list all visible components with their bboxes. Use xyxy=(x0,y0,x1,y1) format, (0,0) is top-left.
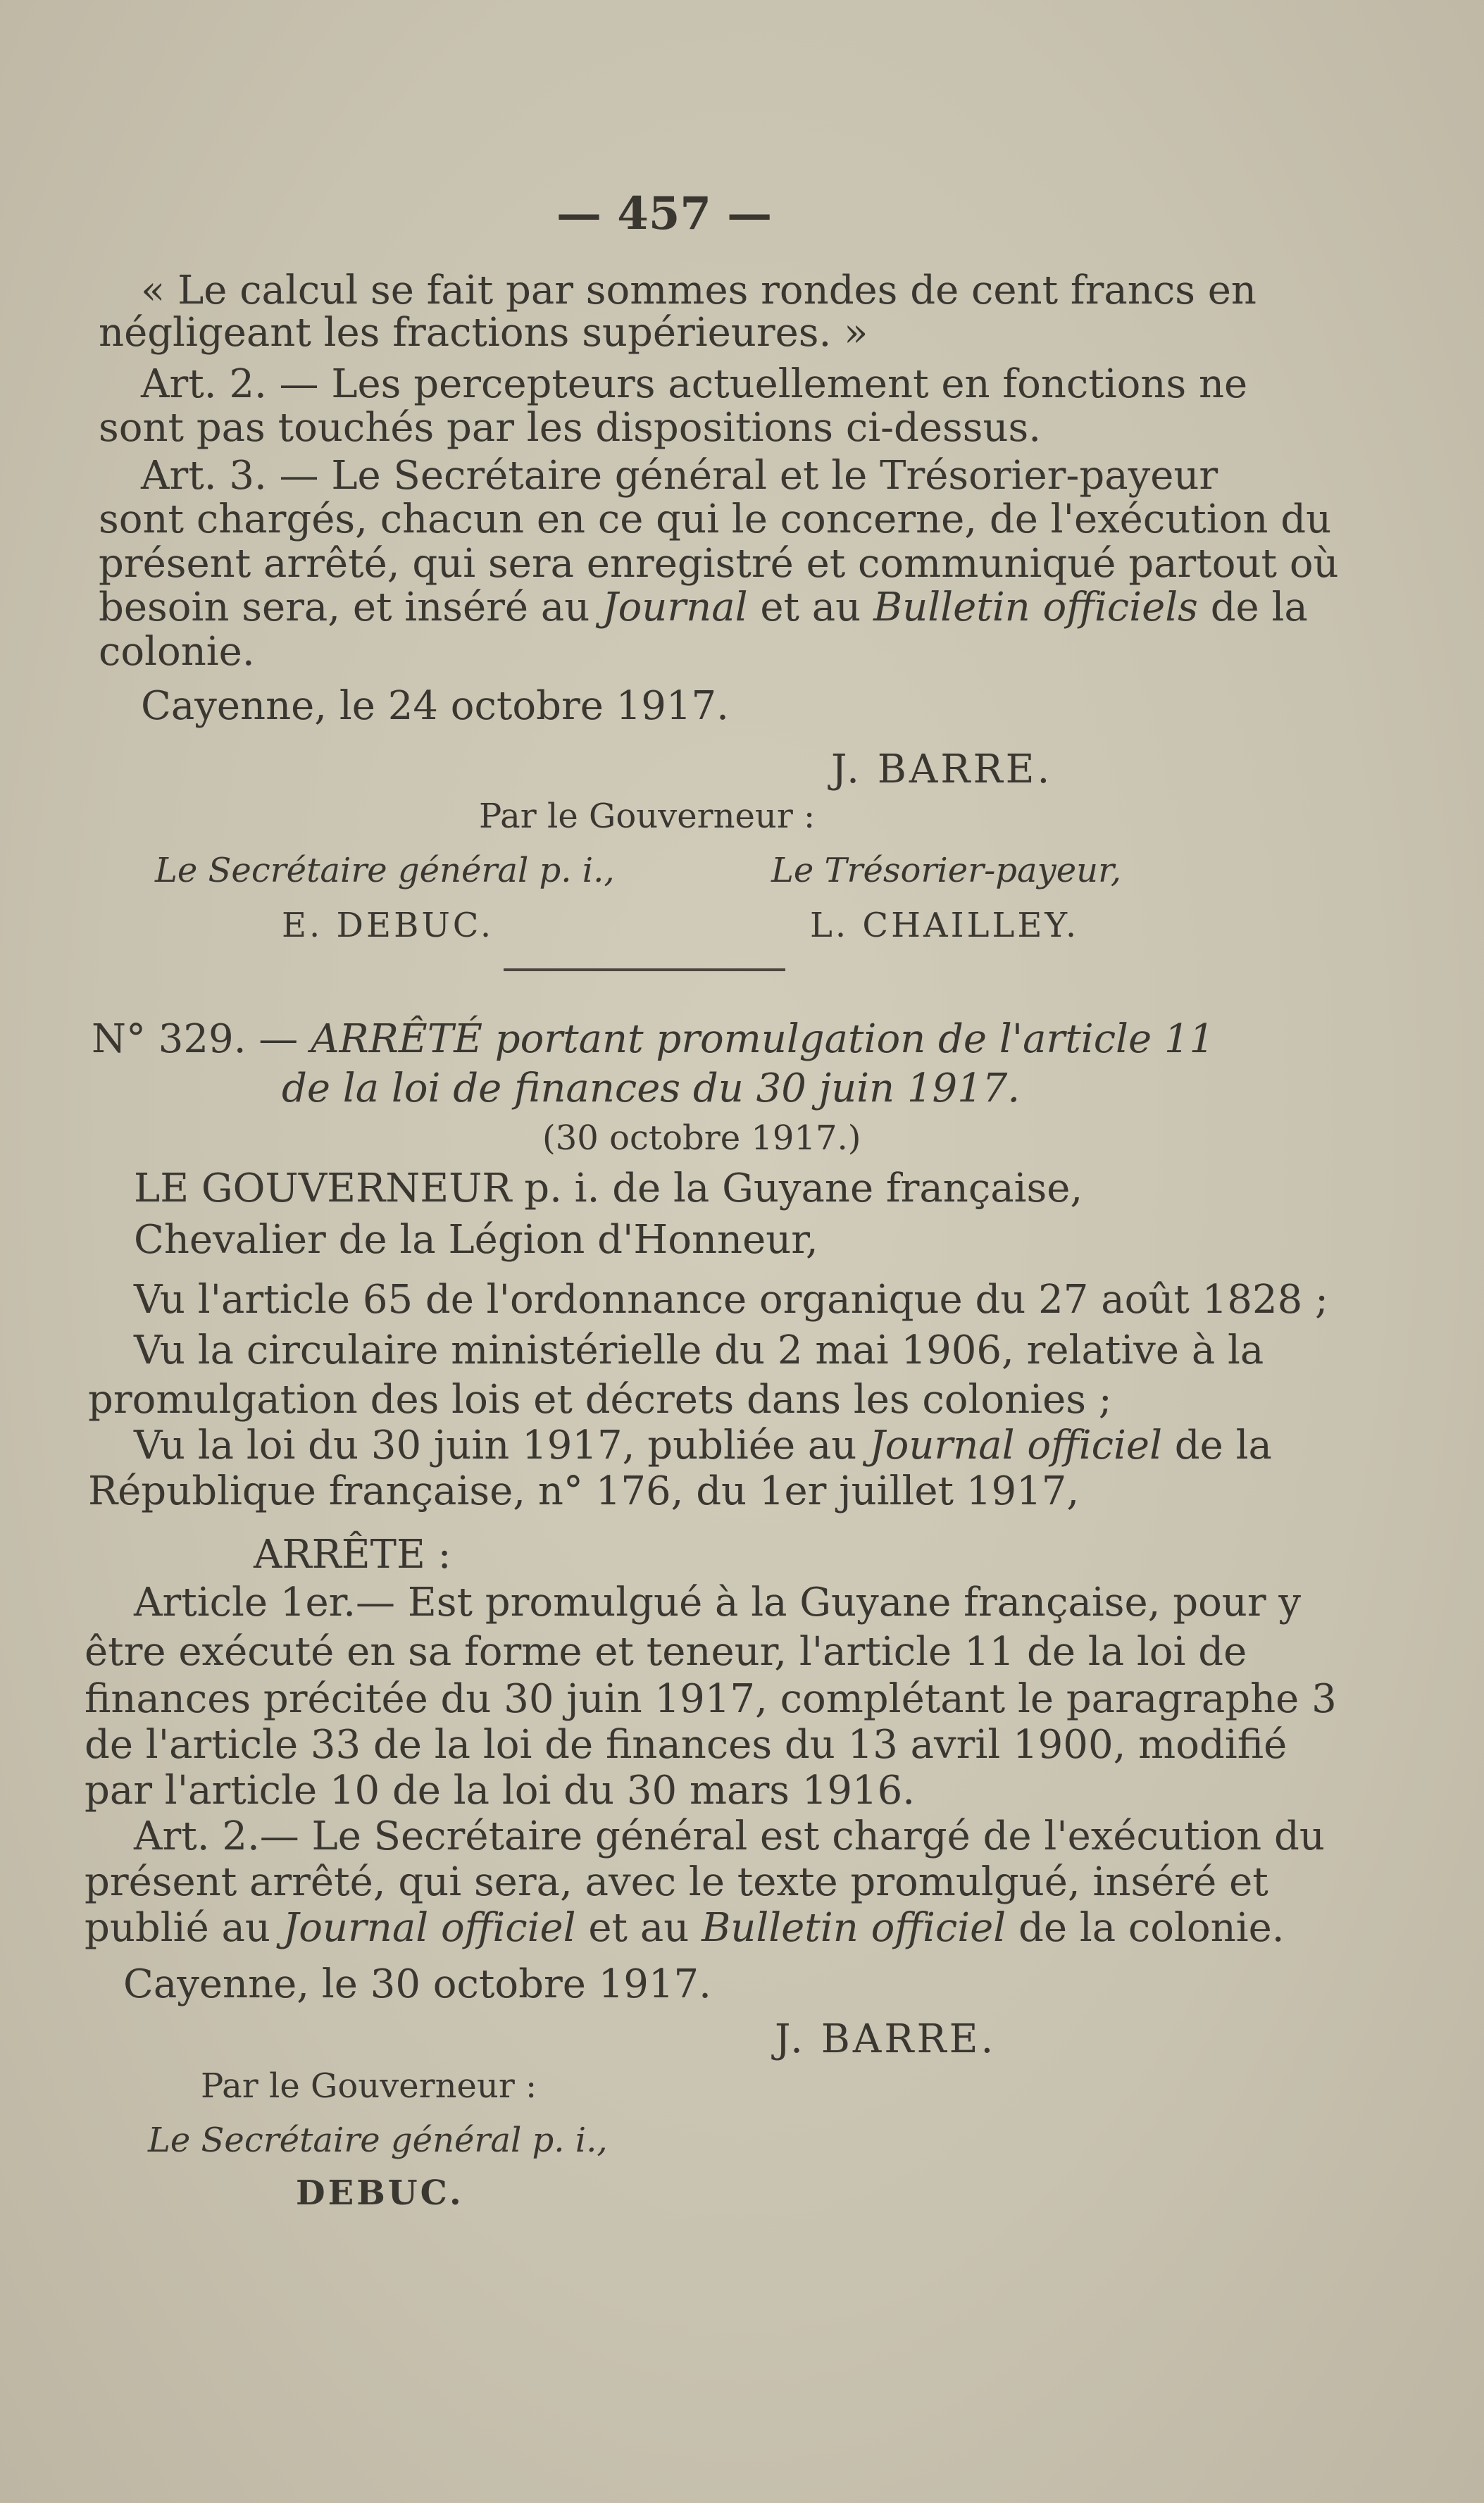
text-segment: publié au xyxy=(85,1905,270,1951)
text-line: sont pas touchés par les dispositions ci-dessus. xyxy=(99,405,1042,451)
governor-signature: J. BARRE. xyxy=(775,2016,997,2062)
vu-line: promulgation des lois et décrets dans les colonies ; xyxy=(88,1377,1112,1423)
text-line: Art. 2. — Les percepteurs actuellement en fonctions ne xyxy=(141,361,1248,407)
article-line xyxy=(85,1905,1285,1951)
article-line: finances précitée du 30 juin 1917, complétant le paragraphe 3 xyxy=(85,1676,1337,1722)
bulletin-title: Bulletin officiel xyxy=(702,1905,1006,1951)
text-line xyxy=(99,585,1308,630)
governor-signature: J. BARRE. xyxy=(831,747,1053,792)
arrete-title: ARRÊTÉ portant promulgation de l'article 11 xyxy=(311,1016,1215,1062)
by-governor-label: Par le Gouverneur : xyxy=(201,2066,537,2106)
text-line: négligeant les fractions supérieures. » xyxy=(99,310,868,356)
signing-date: Cayenne, le 24 octobre 1917. xyxy=(141,683,729,729)
secretary-name: DEBUC. xyxy=(296,2173,464,2213)
page-number: — 457 — xyxy=(556,187,773,240)
text-segment: besoin sera, et inséré au xyxy=(99,585,590,630)
text-line: présent arrêté, qui sera enregistré et communiqué partout où xyxy=(99,541,1339,587)
signing-date: Cayenne, le 30 octobre 1917. xyxy=(123,1961,711,2007)
text-line: Art. 3. — Le Secrétaire général et le Trésorier-payeur xyxy=(141,453,1218,499)
text-segment: Vu la loi du 30 juin 1917, publiée au xyxy=(134,1423,857,1468)
vu-line: Vu la circulaire ministérielle du 2 mai 1906, relative à la xyxy=(134,1328,1264,1373)
arrete-heading xyxy=(92,1016,1215,1062)
article-line: de l'article 33 de la loi de finances du 13 avril 1900, modifié xyxy=(85,1722,1287,1768)
journal-title: Journal officiel xyxy=(282,1905,576,1951)
treasurer-title: Le Trésorier-payeur, xyxy=(771,851,1122,890)
text-segment: de la xyxy=(1174,1423,1272,1468)
bulletin-title: Bulletin officiels xyxy=(873,585,1198,630)
vu-line: République française, n° 176, du 1er juillet 1917, xyxy=(88,1468,1080,1514)
arrete-number: N° 329. — xyxy=(92,1016,299,1062)
journal-title: Journal officiel xyxy=(869,1423,1162,1468)
text-line: « Le calcul se fait par sommes rondes de cent francs en xyxy=(141,268,1257,313)
text-line: colonie. xyxy=(99,629,255,675)
article-line: présent arrêté, qui sera, avec le texte promulgué, inséré et xyxy=(85,1859,1268,1905)
treasurer-name: L. CHAILLEY. xyxy=(810,906,1080,945)
article-line: être exécuté en sa forme et teneur, l'article 11 de la loi de xyxy=(85,1629,1247,1675)
arrete-title-continued: de la loi de finances du 30 juin 1917. xyxy=(282,1066,1021,1111)
intro-line: LE GOUVERNEUR p. i. de la Guyane française, xyxy=(134,1166,1083,1211)
text-segment: de la xyxy=(1210,585,1308,630)
arrete-label: ARRÊTE : xyxy=(254,1532,451,1578)
vu-line: Vu l'article 65 de l'ordonnance organique du 27 août 1828 ; xyxy=(134,1277,1328,1323)
vu-line xyxy=(134,1423,1272,1468)
secretary-title: Le Secrétaire général p. i., xyxy=(155,851,615,890)
text-segment: de la colonie. xyxy=(1018,1905,1285,1951)
by-governor-label: Par le Gouverneur : xyxy=(479,797,816,836)
text-line: sont chargés, chacun en ce qui le concerne, de l'exécution du xyxy=(99,497,1332,542)
section-divider xyxy=(504,968,785,971)
arrete-date: (30 octobre 1917.) xyxy=(542,1118,861,1158)
intro-line: Chevalier de la Légion d'Honneur, xyxy=(134,1217,818,1263)
secretary-title: Le Secrétaire général p. i., xyxy=(148,2121,608,2160)
secretary-name: E. DEBUC. xyxy=(282,906,494,945)
journal-title: Journal xyxy=(602,585,748,630)
text-segment: et au xyxy=(588,1905,690,1951)
article-line: Article 1er.— Est promulgué à la Guyane française, pour y xyxy=(134,1580,1302,1625)
article-line: par l'article 10 de la loi du 30 mars 1916. xyxy=(85,1768,916,1814)
article-line: Art. 2.— Le Secrétaire général est chargé de l'exécution du xyxy=(134,1814,1325,1859)
text-segment: et au xyxy=(760,585,861,630)
